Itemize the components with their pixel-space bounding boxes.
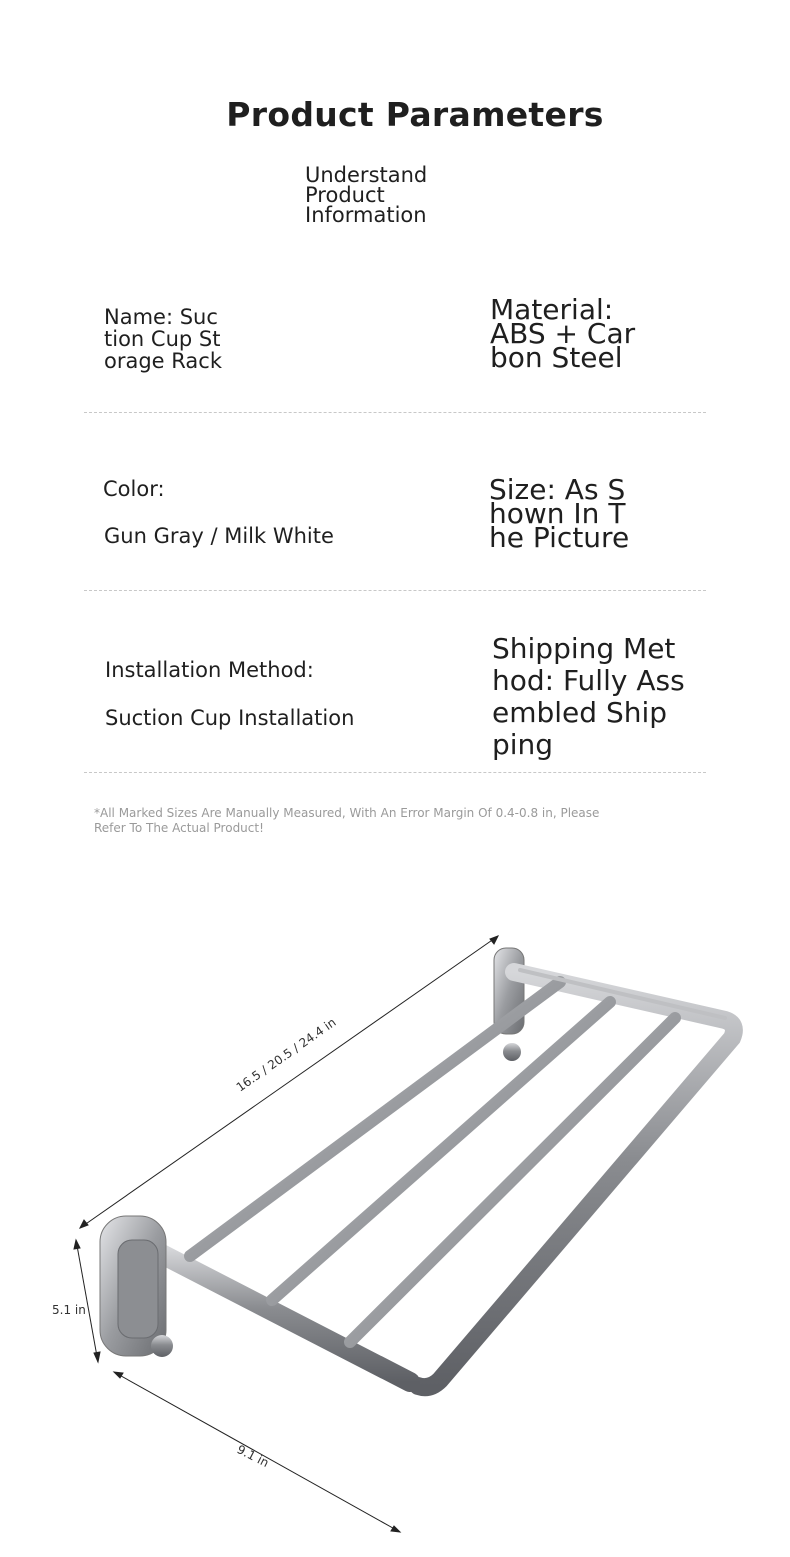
param-size: Size: As S hown In T he Picture: [489, 473, 630, 554]
divider: [84, 772, 706, 773]
height-label: 5.1 in: [52, 1303, 86, 1317]
param-color-value: Gun Gray / Milk White: [104, 524, 334, 548]
product-illustration: [0, 900, 790, 1540]
page-subtitle: Understand Product Information: [305, 163, 428, 227]
param-material: Material: ABS + Car bon Steel: [490, 293, 636, 374]
length-label: 16.5 / 20.5 / 24.4 in: [233, 1015, 339, 1095]
divider: [84, 412, 706, 413]
measurement-note: *All Marked Sizes Are Manually Measured, With An Error Margin Of 0.4-0.8 in, Please Refer To The Actual Product!: [94, 806, 600, 835]
param-shipping: Shipping Met hod: Fully Ass embled Ship ping: [492, 632, 685, 761]
param-color-label: Color:: [103, 477, 165, 501]
rack-frame: [150, 970, 734, 1387]
param-install-value: Suction Cup Installation: [105, 706, 355, 730]
param-name: Name: Suc tion Cup St orage Rack: [104, 305, 222, 373]
param-install-label: Installation Method:: [105, 658, 314, 682]
depth-label: 9.1 in: [234, 1442, 272, 1471]
divider: [84, 590, 706, 591]
page-title: Product Parameters: [226, 95, 604, 134]
front-bracket: [100, 1216, 173, 1357]
